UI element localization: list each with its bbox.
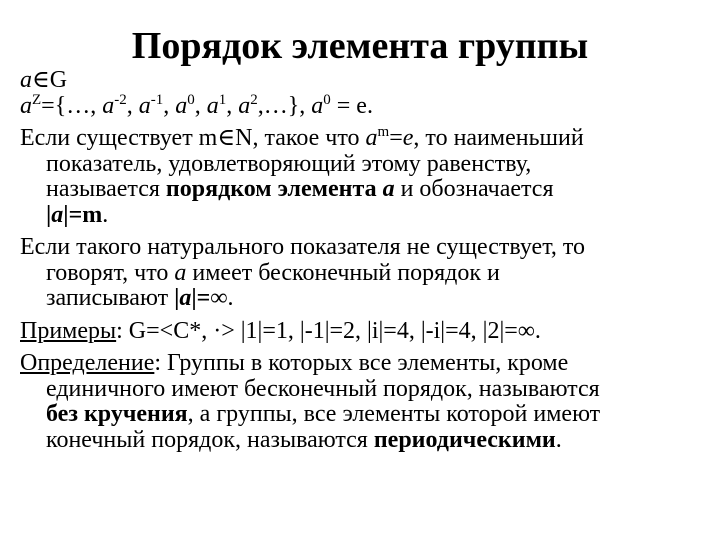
- infinite-order-paragraph: [20, 235, 710, 312]
- text: .: [555, 426, 562, 453]
- text: |: [174, 285, 180, 311]
- definition-paragraph: [20, 351, 710, 453]
- element-of-symbol: ∈: [32, 67, 50, 93]
- bold-term: порядком элемента: [165, 176, 383, 202]
- text: N, такое что: [235, 125, 366, 151]
- formula: |=m: [63, 201, 103, 228]
- exponent: -1: [150, 91, 164, 108]
- text: ,: [163, 92, 176, 119]
- exponent: Z: [32, 91, 42, 108]
- text: ={…,: [41, 92, 103, 119]
- text: , а группы, все элементы которой имеют: [187, 401, 601, 427]
- paragraph-line: [20, 351, 710, 377]
- var-a: a: [51, 201, 64, 228]
- text: Если существует m: [20, 125, 218, 151]
- var-a: a: [179, 285, 192, 311]
- var-a: a: [20, 92, 32, 119]
- paragraph-line: [20, 126, 710, 152]
- exponent: 1: [218, 91, 227, 108]
- paragraph-line: [20, 286, 710, 312]
- examples-paragraph: [20, 319, 710, 345]
- definition-label: Определение: [20, 350, 155, 376]
- examples-label: Примеры: [20, 317, 117, 344]
- text: .: [102, 201, 109, 228]
- exponent: 0: [323, 91, 331, 108]
- text: говорят, что: [46, 259, 175, 286]
- slide-body: [20, 68, 710, 453]
- bold-term: периодическими: [373, 426, 556, 453]
- exponent: 2: [250, 91, 258, 108]
- paragraph-line: [20, 428, 710, 454]
- var-e: e: [402, 125, 414, 151]
- text: ,: [126, 92, 139, 119]
- text: записывают: [46, 285, 175, 311]
- text: =: [389, 125, 403, 151]
- paragraph-line: единичного имеют бесконечный порядок, называются: [46, 375, 600, 402]
- bold-term: без кручения: [46, 401, 188, 427]
- paragraph-line: [20, 402, 710, 428]
- text: , то наименьший: [413, 125, 584, 151]
- text: имеет бесконечный порядок и: [186, 259, 500, 286]
- text: конечный порядок, называются: [46, 426, 374, 453]
- text: |: [46, 201, 52, 228]
- order-definition-paragraph: [20, 126, 710, 228]
- var-a: a: [102, 92, 115, 119]
- text: = e.: [330, 92, 373, 119]
- text: .: [227, 285, 234, 311]
- text: называется: [46, 176, 166, 202]
- text: и обозначается: [394, 176, 554, 202]
- formula: |=∞: [191, 285, 228, 311]
- var-a: a: [20, 67, 32, 93]
- element-of-symbol: ∈: [217, 125, 236, 151]
- var-a: a: [238, 92, 251, 119]
- paragraph-line: [20, 203, 710, 229]
- paragraph-line: показатель, удовлетворяющий этому равенству,: [46, 150, 532, 177]
- var-a: a: [206, 92, 219, 119]
- var-a: a: [365, 125, 378, 151]
- group-symbol: G: [49, 67, 68, 93]
- exponent: -2: [114, 91, 127, 108]
- text: : Группы в которых все элементы, кроме: [154, 350, 569, 376]
- exponent: m: [377, 124, 390, 140]
- var-a: a: [174, 259, 187, 286]
- text: ,: [194, 92, 207, 119]
- var-a: a: [138, 92, 151, 119]
- var-a: a: [382, 176, 395, 202]
- membership-line: [20, 68, 710, 94]
- var-a: a: [175, 92, 188, 119]
- var-a: a: [311, 92, 324, 119]
- text: ,: [226, 92, 239, 119]
- cyclic-subgroup-line: [20, 91, 710, 120]
- paragraph-line: Если такого натурального показателя не существует, то: [20, 234, 586, 260]
- exponent: 0: [187, 91, 195, 108]
- text: ,…},: [257, 92, 312, 119]
- slide-title: Порядок элемента группы: [131, 25, 589, 67]
- paragraph-line: [20, 261, 710, 287]
- paragraph-line: [20, 177, 710, 203]
- text: : G=<C*, ·> |1|=1, |-1|=2, |i|=4, |-i|=4, |2|=∞.: [116, 317, 541, 344]
